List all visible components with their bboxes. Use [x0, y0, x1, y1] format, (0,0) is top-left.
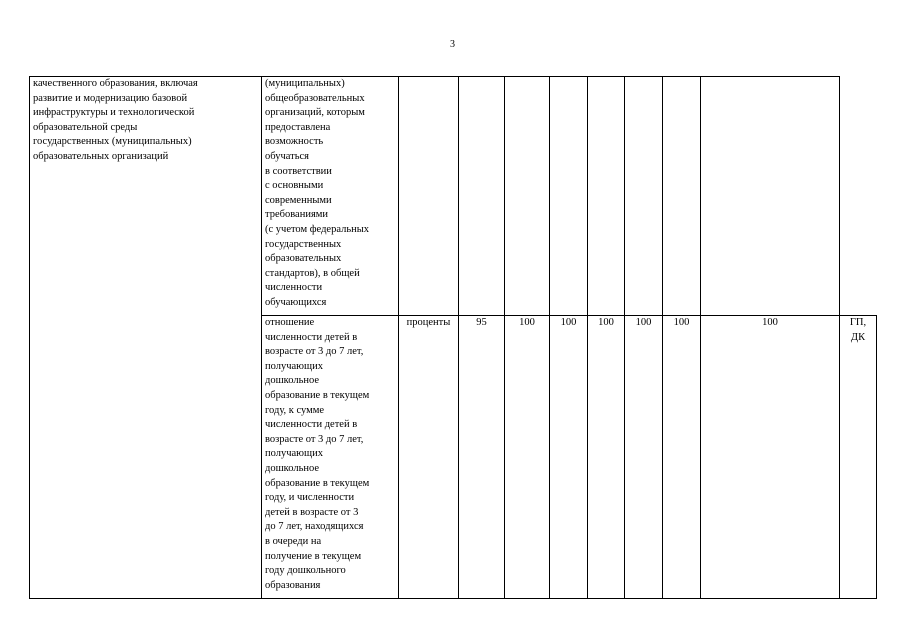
program-indicators-table	[29, 76, 877, 599]
indicator-cell	[262, 77, 399, 316]
unit-cell: проценты	[399, 316, 459, 599]
table-row	[30, 77, 877, 316]
value-cell	[663, 77, 701, 316]
value-cell: 100	[550, 316, 588, 599]
task-text: качественного образования, включая развитие и модернизацию базовой инфраструктуры и технологической образовательной среды государственных (муниципальных) образовательных организаций	[33, 78, 198, 162]
value-cell	[588, 77, 625, 316]
responsible-cell: ГП, ДК	[840, 316, 877, 599]
value-cell: 95	[459, 316, 505, 599]
responsible-cell	[701, 77, 840, 316]
value-cell	[505, 77, 550, 316]
value-cell: 100	[701, 316, 840, 599]
value-cell: 100	[505, 316, 550, 599]
page-number: 3	[450, 39, 455, 50]
value-cell	[459, 77, 505, 316]
task-cell	[30, 77, 262, 599]
value-cell	[550, 77, 588, 316]
indicator-cell	[262, 316, 399, 599]
unit-cell	[399, 77, 459, 316]
value-cell: 100	[625, 316, 663, 599]
indicator-text: отношение численности детей в возрасте от 3 до 7 лет, получающих дошкольное образование в текущем году, к сумме численности детей в возрасте от 3 до 7 лет, получающих дошкольное образование в текущем году, и численности детей в возрасте от 3 до 7 лет, находящихся в очереди на получение в текущем году дошкольного образования	[265, 317, 370, 591]
value-cell: 100	[663, 316, 701, 599]
indicator-text: (муниципальных) общеобразовательных организаций, которым предоставлена возможность обучаться в соответствии с основными современными требованиями (с учетом федеральных государственных образовательных стандартов), в общей численности обучающихся	[265, 78, 370, 308]
value-cell: 100	[588, 316, 625, 599]
value-cell	[625, 77, 663, 316]
